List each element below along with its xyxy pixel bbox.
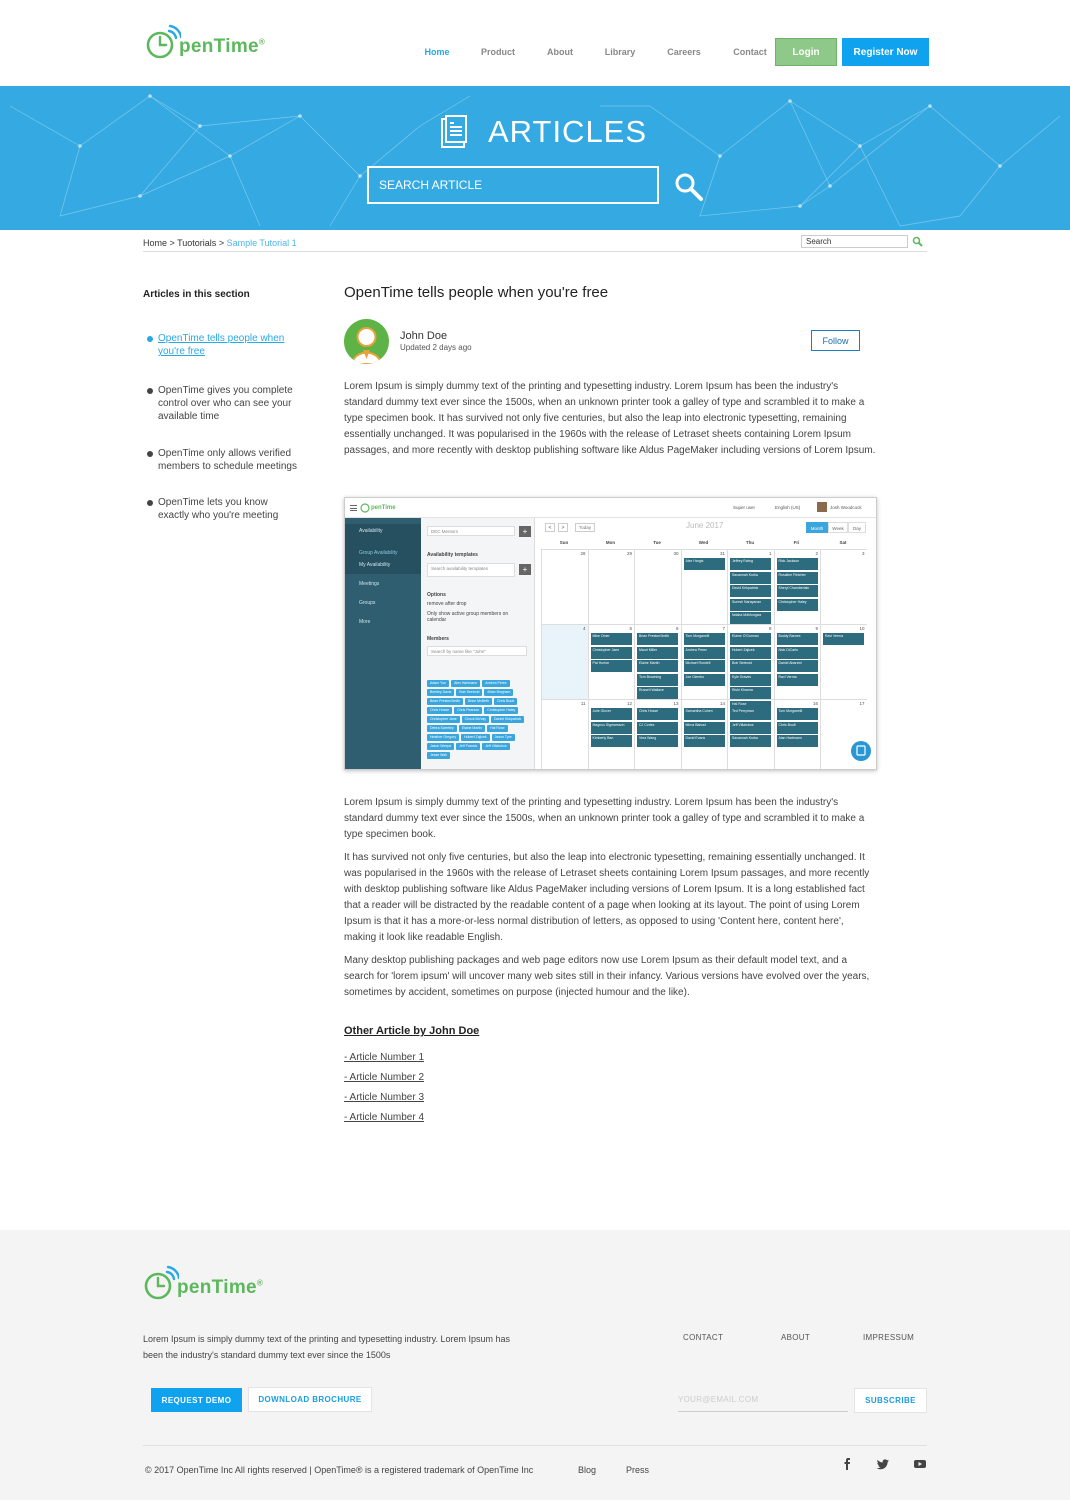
- article-paragraph: Many desktop publishing packages and web page editors now use Lorem Ipsum as their default model text, and a search for 'lorem ipsum' will uncover many web sites still in their infancy. Various versions have evolved over the years, sometimes by accident, sometimes on purpose (injected humour and the like).: [344, 955, 870, 998]
- twitter-icon[interactable]: [876, 1457, 890, 1471]
- top-bar: [0, 0, 1070, 86]
- sidebar-article-label: OpenTime only allows verified members to schedule meetings: [158, 448, 297, 472]
- footer-logo[interactable]: [143, 1265, 263, 1301]
- member-chip[interactable]: Jason Tyre: [492, 734, 515, 741]
- nav-about[interactable]: About: [547, 47, 573, 57]
- day-header: Sun: [559, 540, 569, 545]
- clock-logo-icon: [360, 502, 371, 513]
- request-demo-button[interactable]: REQUEST DEMO: [151, 1388, 242, 1412]
- brand-name: penTime: [179, 36, 259, 57]
- calendar-event[interactable]: David Evans: [684, 735, 725, 747]
- view-month[interactable]: Month: [806, 522, 828, 533]
- calendar-event[interactable]: Russell Wallace: [637, 687, 678, 699]
- nav-product[interactable]: Product: [480, 47, 515, 57]
- member-chips: [427, 680, 531, 759]
- footer-link-press[interactable]: Press: [626, 1465, 650, 1475]
- avatar: [817, 502, 827, 512]
- copyright: © 2017 OpenTime Inc All rights reserved | OpenTime® is a registered trademark of OpenTime Inc: [145, 1465, 534, 1475]
- member-chip[interactable]: Alex Hartmann: [451, 680, 480, 687]
- download-brochure-button[interactable]: DOWNLOAD BROCHURE: [248, 1387, 372, 1412]
- day-number: 15: [766, 701, 772, 706]
- calendar-event[interactable]: Magnus Sigmarsson: [591, 722, 632, 734]
- calendar-event[interactable]: Hal Rose: [730, 701, 771, 713]
- calendar-event[interactable]: Rosaline Fletcher: [777, 572, 818, 584]
- member-chip[interactable]: Bentley Davis: [427, 689, 454, 696]
- bullet-icon: [147, 388, 153, 394]
- breadcrumb-section[interactable]: Tuotorials: [177, 238, 217, 248]
- day-header: Wed: [698, 540, 709, 545]
- breadcrumb: [143, 238, 297, 248]
- divider: [143, 1445, 927, 1446]
- calendar-day-cell[interactable]: [774, 699, 821, 770]
- calendar-event[interactable]: Ted Perryman: [730, 708, 771, 720]
- day-header: Sat: [839, 540, 847, 545]
- day-number: 11: [580, 701, 586, 706]
- sidebar-article-label: OpenTime lets you know exactly who you're meeting: [158, 497, 279, 521]
- calendar-day-cell[interactable]: [727, 549, 774, 624]
- member-chip[interactable]: Adam Yun: [427, 680, 449, 687]
- day-number: 6: [675, 626, 679, 631]
- member-chip[interactable]: Daniel Kirkpatrick: [491, 716, 524, 723]
- calendar-event[interactable]: Joe Clembo: [684, 674, 725, 686]
- day-number: 3: [861, 551, 865, 556]
- member-chip[interactable]: Chris Boult: [494, 698, 517, 705]
- day-number: 4: [582, 626, 586, 631]
- hero-title-text: ARTICLES: [488, 114, 648, 149]
- member-chip[interactable]: Christopher Haley: [484, 707, 518, 714]
- calendar-event[interactable]: Elaine Martin: [637, 660, 678, 672]
- app-nav-group-availability[interactable]: Group Availability: [359, 550, 398, 556]
- calendar-event[interactable]: Ravi Verma: [777, 674, 818, 686]
- register-button[interactable]: Register Now: [842, 38, 929, 66]
- calendar-event[interactable]: Bob Seebold: [730, 660, 771, 672]
- app-top-bar: [345, 498, 877, 518]
- members-label: Members: [427, 636, 449, 642]
- other-article-link[interactable]: - Article Number 3: [344, 1092, 425, 1103]
- app-nav-availability[interactable]: Availability: [359, 528, 383, 534]
- hero-title: [440, 114, 647, 150]
- calendar-event[interactable]: Daniel Abarzini: [777, 660, 818, 672]
- sidebar-article-1[interactable]: [147, 332, 312, 358]
- hero-banner: [0, 86, 1070, 230]
- breadcrumb-current: Sample Tutorial 1: [226, 238, 297, 248]
- calendar-event[interactable]: Kyle Graves: [730, 674, 771, 686]
- day-number: 5: [629, 626, 632, 631]
- calendar-day-cell[interactable]: [541, 549, 588, 624]
- day-number: 2: [815, 551, 818, 556]
- facebook-icon[interactable]: [840, 1457, 854, 1471]
- calendar-day-cell[interactable]: [588, 624, 635, 699]
- profile-menu[interactable]: Josh Woodcock: [830, 505, 862, 510]
- article-intro: Lorem Ipsum is simply dummy text of the printing and typesetting industry. Lorem Ipsum has been the industry's standard dummy text ever since the 1500s, when an unknown printer took a galley of type and scrambled it to make a type specimen book. It has survived not only five centuries, but also the leap into electronic typesetting, remaining essentially unchanged. It was popularised in the 1960s with the release of Letraset sheets containing Lorem Ipsum passages, and more recently with desktop publishing software like Aldus PageMaker including versions of Lorem Ipsum.: [344, 381, 876, 456]
- member-chip[interactable]: Christopher Jane: [427, 716, 460, 723]
- calendar-event[interactable]: Ravi Verma: [823, 633, 864, 645]
- nav-careers[interactable]: Careers: [667, 47, 701, 57]
- search-icon[interactable]: [912, 236, 923, 247]
- email-field[interactable]: YOUR@EMAIL.COM: [678, 1390, 848, 1412]
- app-nav-groups[interactable]: Groups: [359, 600, 376, 606]
- calendar-event[interactable]: Michael Rondell: [684, 660, 725, 672]
- today-button[interactable]: Today: [575, 523, 595, 532]
- calendar-event[interactable]: Tom Browning: [637, 674, 678, 686]
- brand-registered: ®: [258, 37, 266, 47]
- footer: [0, 1230, 1070, 1500]
- member-chip[interactable]: Andrea Perez: [482, 680, 509, 687]
- menu-icon: [350, 505, 357, 511]
- user-icon: [344, 319, 389, 364]
- calendar-event[interactable]: Hubert Zajicek: [730, 647, 771, 659]
- other-articles-heading: Other Article by John Doe: [344, 1025, 480, 1037]
- calendar-day-cell[interactable]: [774, 549, 821, 624]
- view-week[interactable]: Week: [828, 522, 848, 533]
- member-chip[interactable]: Hal Rose: [487, 725, 507, 732]
- sidebar-article-3[interactable]: [147, 447, 312, 473]
- member-chip[interactable]: Chuck McVay: [462, 716, 489, 723]
- member-chip[interactable]: Debra Sweeley: [427, 725, 457, 732]
- templates-search-input[interactable]: Search availability templates: [427, 563, 515, 577]
- calendar-day-cell[interactable]: [820, 624, 867, 699]
- group-select[interactable]: DEC Mentors: [427, 526, 515, 536]
- calendar: [541, 518, 874, 770]
- app-screenshot: [344, 497, 877, 770]
- calendar-day-cell[interactable]: [588, 699, 635, 770]
- calendar-event[interactable]: Alex Hargis: [684, 558, 725, 570]
- add-button[interactable]: +: [519, 564, 531, 575]
- calendar-event[interactable]: Suresh Narayanan: [730, 599, 771, 611]
- prev-month-button[interactable]: <: [545, 523, 555, 532]
- page-search-input[interactable]: Search: [801, 235, 908, 248]
- other-article-link[interactable]: - Article Number 1: [344, 1052, 425, 1063]
- other-article-link[interactable]: - Article Number 4: [344, 1112, 425, 1123]
- search-icon[interactable]: [674, 172, 704, 202]
- day-number: 17: [859, 701, 865, 706]
- footer-description: Lorem Ipsum is simply dummy text of the printing and typesetting industry. Lorem Ipsum has been the industry's standard dummy text ever since the 1500s: [143, 1334, 510, 1360]
- bullet-icon: [147, 451, 153, 457]
- member-chip[interactable]: Elaine Martin: [459, 725, 485, 732]
- article-title: OpenTime tells people when you're free: [344, 284, 609, 301]
- calendar-event[interactable]: Mike Omer: [591, 633, 632, 645]
- calendar-event[interactable]: Christopher Jane: [591, 647, 632, 659]
- brand-registered: ®: [256, 1278, 264, 1288]
- member-chip[interactable]: Brian PrestonSmith: [427, 698, 463, 705]
- calendar-event[interactable]: Rick Jackson: [777, 558, 818, 570]
- language-select[interactable]: English (US): [775, 505, 801, 510]
- calendar-day-cell[interactable]: [681, 549, 728, 624]
- app-filter-panel: [421, 518, 535, 770]
- calendar-event[interactable]: Ndaba Mdhlongwa: [730, 612, 771, 624]
- day-header: Thu: [745, 540, 755, 545]
- next-month-button[interactable]: >: [558, 523, 568, 532]
- breadcrumb-separator: >: [216, 238, 227, 248]
- app-brand-name: penTime: [371, 504, 396, 511]
- article-paragraph: It has survived not only five centuries, but also the leap into electronic typesetting, remaining essentially unchanged. It was popularised in the 1960s with the release of Letraset sheets containing Lorem Ipsum passages, and more recently with desktop publishing software like Aldus PageMaker including versions of Lorem Ipsum. It is a long established fact that a reader will be distracted by the readable content of a page when looking at its layout. The point of using Lorem Ipsum is that it has a more-or-less normal distribution of letters, as opposed to using 'Content here, content here', making it look like readable English.: [344, 852, 870, 943]
- member-chip[interactable]: Hubert Zajicek: [461, 734, 490, 741]
- other-article-link[interactable]: - Article Number 2: [344, 1072, 425, 1083]
- sidebar-article-label: OpenTime gives you complete control over who can see your available time: [158, 385, 293, 422]
- youtube-icon[interactable]: [913, 1457, 927, 1471]
- calendar-day-cell[interactable]: [541, 699, 588, 770]
- subscribe-button[interactable]: SUBSCRIBE: [854, 1388, 927, 1413]
- avatar: [344, 319, 389, 364]
- day-header: Tue: [653, 540, 661, 545]
- day-number: 28: [580, 551, 586, 556]
- day-number: 7: [722, 626, 725, 631]
- day-header: Mon: [605, 540, 616, 545]
- article-paragraph: Lorem Ipsum is simply dummy text of the printing and typesetting industry. Lorem Ipsum has been the industry's standard dummy text ever since the 1500s, when an unknown printer took a galley of type and scrambled it to make a type specimen book.: [344, 797, 865, 840]
- calendar-event[interactable]: Buddy Barnes: [777, 633, 818, 645]
- calendar-event[interactable]: Alan Hartmann: [777, 735, 818, 747]
- option-active-members[interactable]: Only show active group members on calendar: [427, 611, 509, 623]
- view-day[interactable]: Day: [848, 522, 866, 533]
- calendar-event[interactable]: Chris Hosse: [637, 708, 678, 720]
- breadcrumb-home[interactable]: Home: [143, 238, 168, 248]
- day-number: 9: [815, 626, 818, 631]
- member-chip[interactable]: Jeff Francis: [456, 743, 480, 750]
- updated-time: Updated 2 days ago: [400, 343, 472, 352]
- calendar-event[interactable]: Jeff Villalobos: [730, 722, 771, 734]
- calendar-event[interactable]: Mirna Baboui: [684, 722, 725, 734]
- app-logo: [360, 502, 396, 513]
- month-label: June 2017: [686, 521, 724, 530]
- add-button[interactable]: +: [519, 526, 531, 537]
- calendar-event[interactable]: Savannah Kurka: [730, 735, 771, 747]
- main-nav: [405, 47, 779, 57]
- sidebar-article-4[interactable]: [147, 496, 297, 522]
- calendar-event[interactable]: Andrea Perez: [684, 647, 725, 659]
- calendar-day-cell[interactable]: [820, 549, 867, 624]
- member-chip[interactable]: Brice McBeth: [465, 698, 492, 705]
- calendar-event[interactable]: CJ Cortez: [637, 722, 678, 734]
- member-chip[interactable]: Jesse Wall: [427, 752, 450, 759]
- clock-logo-icon: [143, 1265, 179, 1301]
- calendar-day-cell[interactable]: [681, 624, 728, 699]
- members-search-input[interactable]: Search by name like "John": [427, 646, 527, 656]
- calendar-event[interactable]: Tom Morganelli: [777, 708, 818, 720]
- day-number: 13: [673, 701, 679, 706]
- day-number: 14: [719, 701, 725, 706]
- calendar-event[interactable]: Savannah Kurka: [730, 572, 771, 584]
- clock-logo-icon: [145, 24, 181, 60]
- calendar-day-cell[interactable]: [634, 624, 681, 699]
- member-chip[interactable]: Brian Bingham: [484, 689, 513, 696]
- article-icon: [440, 115, 468, 149]
- bullet-icon: [147, 336, 153, 342]
- nav-library[interactable]: Library: [604, 47, 636, 57]
- sidebar-article-2[interactable]: [147, 384, 307, 423]
- calendar-event[interactable]: Brian PrestonSmith: [637, 633, 678, 645]
- calendar-day-cell[interactable]: [681, 699, 728, 770]
- day-header: Fri: [793, 540, 800, 545]
- brand-logo[interactable]: [145, 24, 265, 60]
- calendar-event[interactable]: Chris Boult: [777, 722, 818, 734]
- breadcrumb-separator: >: [167, 238, 178, 248]
- follow-button[interactable]: Follow: [811, 330, 860, 351]
- calendar-event[interactable]: Rishi Khanna: [730, 687, 771, 699]
- calendar-event[interactable]: Vera Wang: [637, 735, 678, 747]
- app-nav-more[interactable]: More: [359, 619, 371, 625]
- calendar-toolbar: [541, 518, 874, 540]
- day-number: 30: [673, 551, 679, 556]
- nav-contact[interactable]: Contact: [733, 47, 767, 57]
- day-number: 12: [626, 701, 632, 706]
- login-button[interactable]: Login: [775, 38, 837, 66]
- calendar-event[interactable]: Pat Hurton: [591, 660, 632, 672]
- member-chip[interactable]: Chris Hosse: [427, 707, 452, 714]
- author-name[interactable]: John Doe: [400, 330, 448, 342]
- sidebar-title: Articles in this section: [143, 289, 250, 300]
- divider: [143, 251, 927, 252]
- option-remove-after-drop[interactable]: remove after drop: [427, 601, 467, 607]
- day-number: 1: [768, 551, 772, 556]
- footer-link-contact[interactable]: CONTACT: [683, 1333, 724, 1342]
- calendar-event[interactable]: Sheryl Chamberlain: [777, 585, 818, 597]
- calendar-event[interactable]: Jeffrey Ewing: [730, 558, 771, 570]
- network-pattern: [0, 86, 1070, 230]
- calendar-event[interactable]: Elaine O'Gorman: [730, 633, 771, 645]
- app-nav-my-availability[interactable]: My Availability: [359, 562, 391, 568]
- calendar-day-cell[interactable]: [541, 624, 588, 699]
- app-nav-meetings[interactable]: Meetings: [359, 581, 380, 587]
- member-chip[interactable]: Jason Weeps: [427, 743, 454, 750]
- bullet-icon: [147, 500, 153, 506]
- footer-link-impressum[interactable]: IMPRESSUM: [863, 1333, 915, 1342]
- member-chip[interactable]: Heather Gregory: [427, 734, 459, 741]
- calendar-event[interactable]: Nick DiCarlo: [777, 647, 818, 659]
- article-search-input[interactable]: SEARCH ARTICLE: [367, 166, 659, 204]
- footer-link-about[interactable]: ABOUT: [781, 1333, 811, 1342]
- chat-icon: [851, 741, 871, 761]
- calendar-event[interactable]: Julie Glover: [591, 708, 632, 720]
- day-number: 16: [812, 701, 818, 706]
- calendar-day-cell[interactable]: [634, 549, 681, 624]
- calendar-event[interactable]: Christopher Haley: [777, 599, 818, 611]
- calendar-event[interactable]: David Kirkpatrick: [730, 585, 771, 597]
- footer-link-blog[interactable]: Blog: [578, 1465, 597, 1475]
- chat-button[interactable]: [851, 741, 871, 761]
- member-chip[interactable]: Jeff Villalobos: [482, 743, 509, 750]
- templates-label: Availability templates: [427, 552, 478, 558]
- calendar-day-cell[interactable]: [634, 699, 681, 770]
- sidebar-article-label: OpenTime tells people when you're free: [158, 333, 285, 357]
- member-chip[interactable]: Chris Pearson: [454, 707, 482, 714]
- calendar-day-cell[interactable]: [588, 549, 635, 624]
- options-label: Options: [427, 592, 446, 598]
- day-number: 31: [719, 551, 725, 556]
- calendar-event[interactable]: Mauri Miller: [637, 647, 678, 659]
- calendar-event[interactable]: Tom Morganelli: [684, 633, 725, 645]
- member-chip[interactable]: Bob Seebold: [456, 689, 482, 696]
- user-menu[interactable]: Super user: [733, 505, 756, 510]
- app-sidebar: [345, 518, 421, 770]
- calendar-event[interactable]: Kimberly Ban: [591, 735, 632, 747]
- calendar-event[interactable]: Samantha Cohen: [684, 708, 725, 720]
- day-number: 8: [768, 626, 772, 631]
- nav-home[interactable]: Home: [424, 47, 450, 57]
- day-number: 29: [626, 551, 632, 556]
- brand-name: penTime: [177, 1277, 257, 1298]
- calendar-day-cell[interactable]: [774, 624, 821, 699]
- calendar-day-cell[interactable]: [727, 699, 774, 770]
- day-number: 10: [859, 626, 865, 631]
